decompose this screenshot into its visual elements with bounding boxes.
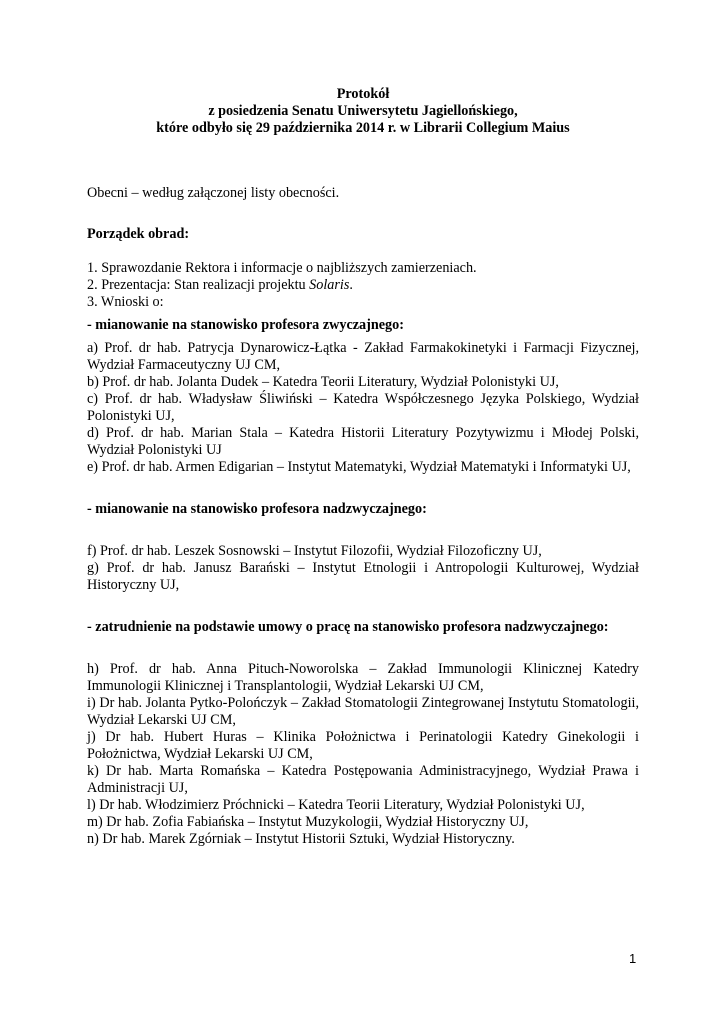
section-items-employment-contract bbox=[87, 661, 639, 848]
list-item: n) Dr hab. Marek Zgórniak – Instytut Historii Sztuki, Wydział Historyczny. bbox=[87, 831, 515, 847]
attendance-note: Obecni – według załączonej listy obecności. bbox=[87, 185, 340, 201]
section-heading-employment-contract: - zatrudnienie na podstawie umowy o pracę na stanowisko profesora nadzwyczajnego: bbox=[87, 619, 609, 635]
list-item: c) Prof. dr hab. Władysław Śliwiński – Katedra Współczesnego Języka Polskiego, Wydział Polonistyki UJ, bbox=[87, 391, 639, 424]
section-items-associate-professor bbox=[87, 543, 639, 594]
list-item: f) Prof. dr hab. Leszek Sosnowski – Instytut Filozofii, Wydział Filozoficzny UJ, bbox=[87, 543, 542, 559]
list-item: g) Prof. dr hab. Janusz Barański – Instytut Etnologii i Antropologii Kulturowej, Wydział Historyczny UJ, bbox=[87, 560, 639, 593]
title-line-2: z posiedzenia Senatu Uniwersytetu Jagiellońskiego, bbox=[208, 103, 518, 119]
agenda-heading: Porządek obrad: bbox=[87, 226, 190, 242]
section-heading-associate-professor: - mianowanie na stanowisko profesora nadzwyczajnego: bbox=[87, 501, 427, 517]
list-item: a) Prof. dr hab. Patrycja Dynarowicz-Łątka - Zakład Farmakokinetyki i Farmacji Fizycznej, Wydział Farmaceutyczny UJ CM, bbox=[87, 340, 639, 373]
list-item: l) Dr hab. Włodzimierz Próchnicki – Katedra Teorii Literatury, Wydział Polonistyki UJ, bbox=[87, 797, 585, 813]
agenda-item-2-suffix: . bbox=[349, 277, 353, 293]
agenda-item-1: 1. Sprawozdanie Rektora i informacje o najbliższych zamierzeniach. bbox=[87, 260, 477, 276]
page-number: 1 bbox=[629, 951, 637, 966]
list-item: d) Prof. dr hab. Marian Stala – Katedra Historii Literatury Pozytywizmu i Młodej Polski, Wydział Polonistyki UJ bbox=[87, 425, 639, 458]
section-items-full-professor bbox=[87, 340, 639, 476]
section-heading-full-professor: - mianowanie na stanowisko profesora zwyczajnego: bbox=[87, 317, 404, 333]
list-item: e) Prof. dr hab. Armen Edigarian – Instytut Matematyki, Wydział Matematyki i Informatyki UJ, bbox=[87, 459, 631, 475]
list-item: b) Prof. dr hab. Jolanta Dudek – Katedra Teorii Literatury, Wydział Polonistyki UJ, bbox=[87, 374, 559, 390]
agenda-list bbox=[87, 260, 639, 311]
title-line-3: które odbyło się 29 października 2014 r. w Librarii Collegium Maius bbox=[156, 120, 570, 136]
title-line-1: Protokół bbox=[336, 86, 390, 102]
list-item: k) Dr hab. Marta Romańska – Katedra Postępowania Administracyjnego, Wydział Prawa i Administracji UJ, bbox=[87, 763, 639, 796]
list-item: j) Dr hab. Hubert Huras – Klinika Położnictwa i Perinatologii Katedry Ginekologii i Położnictwa, Wydział Lekarski UJ CM, bbox=[87, 729, 639, 762]
agenda-item-3: 3. Wnioski o: bbox=[87, 294, 164, 310]
agenda-item-2-prefix: 2. Prezentacja: Stan realizacji projektu bbox=[87, 277, 310, 293]
list-item: m) Dr hab. Zofia Fabiańska – Instytut Muzykologii, Wydział Historyczny UJ, bbox=[87, 814, 529, 830]
document-page bbox=[87, 86, 639, 848]
agenda-item-2 bbox=[87, 277, 639, 294]
list-item: h) Prof. dr hab. Anna Pituch-Noworolska – Zakład Immunologii Klinicznej Katedry Immunologii Klinicznej i Transplantologii, Wydział Lekarski UJ CM, bbox=[87, 661, 639, 694]
list-item: i) Dr hab. Jolanta Pytko-Polończyk – Zakład Stomatologii Zintegrowanej Instytutu Stomatologii, Wydział Lekarski UJ CM, bbox=[87, 695, 639, 728]
document-title bbox=[87, 86, 639, 137]
agenda-item-2-italic: Solaris bbox=[309, 277, 350, 293]
